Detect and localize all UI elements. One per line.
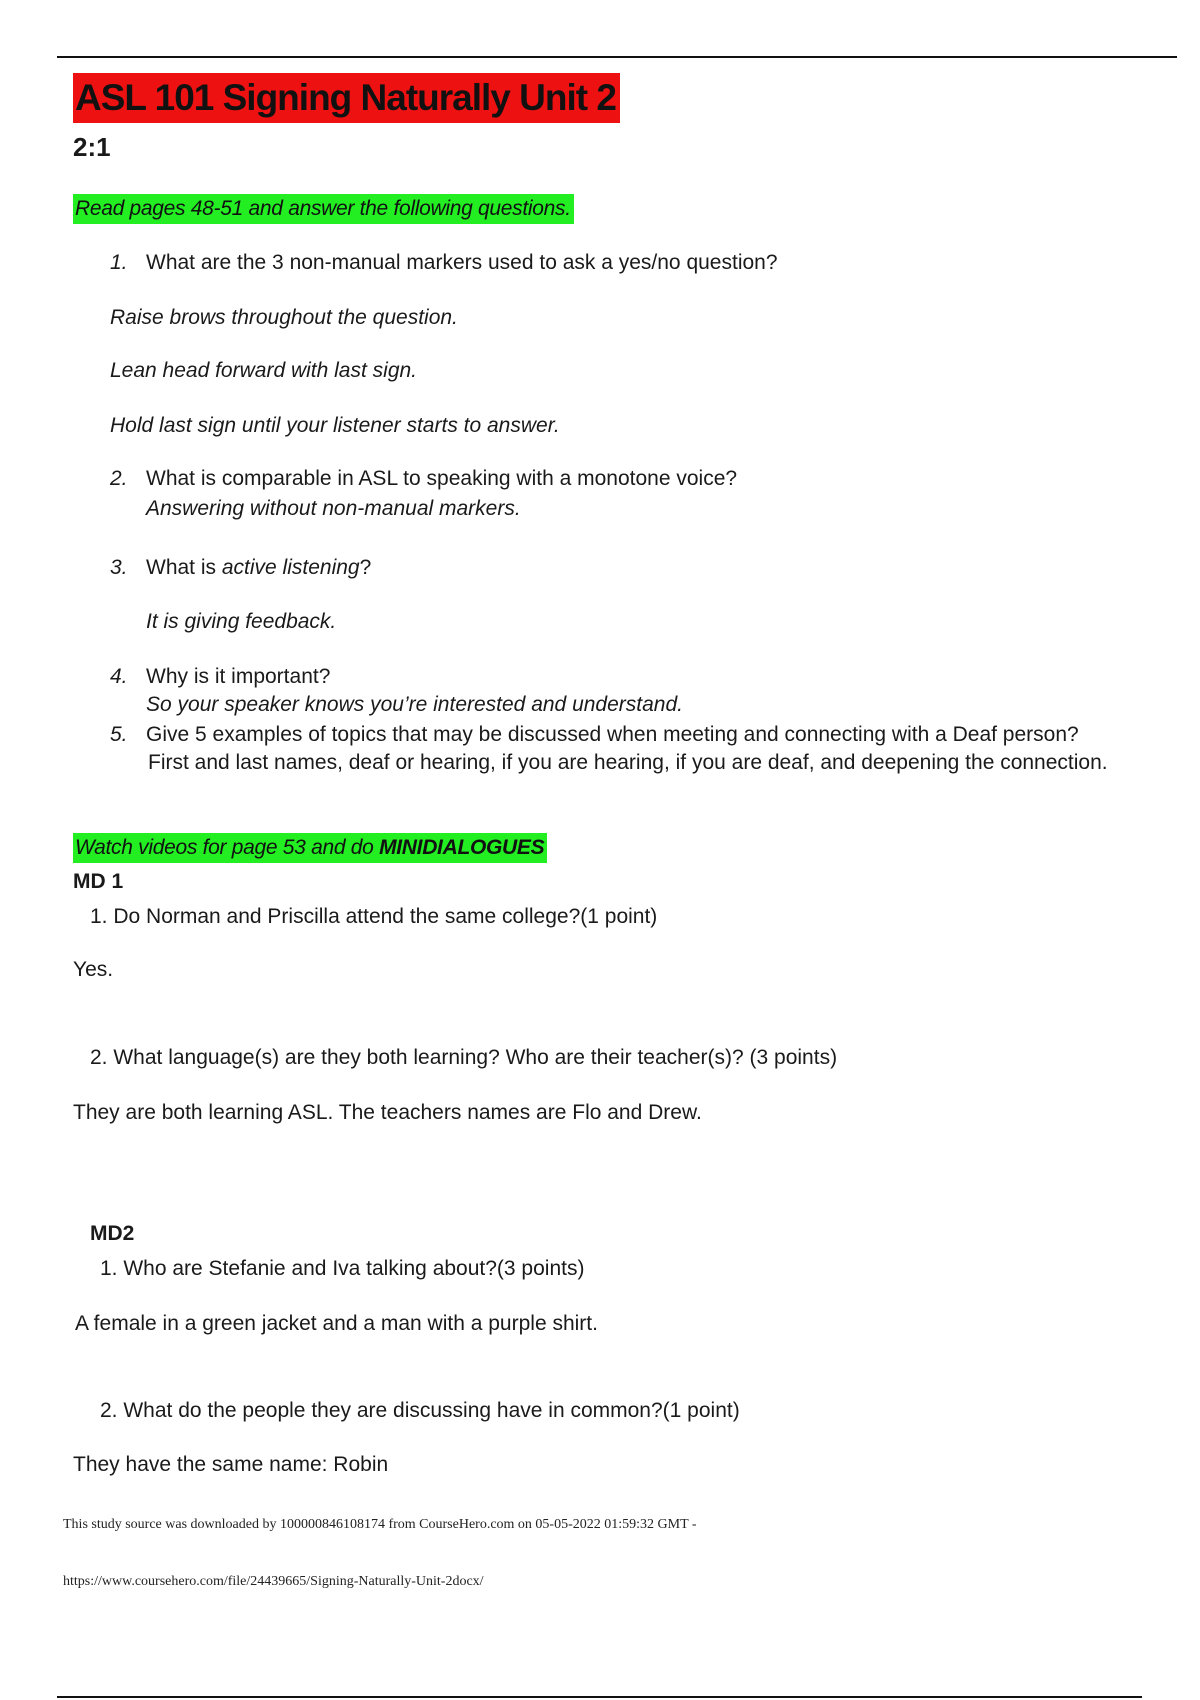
answer-2: Answering without non-manual markers.	[146, 497, 521, 520]
answer-1b: Lean head forward with last sign.	[110, 359, 418, 382]
question-4	[110, 664, 330, 690]
question-text: What is comparable in ASL to speaking with a monotone voice?	[146, 467, 738, 490]
md2-answer-1: A female in a green jacket and a man with a purple shirt.	[75, 1312, 598, 1335]
question-text: Give 5 examples of topics that may be discussed when meeting and connecting with a Deaf person?	[146, 723, 1079, 746]
md1-question-1: 1. Do Norman and Priscilla attend the same college?(1 point)	[90, 905, 658, 928]
question-1	[110, 250, 778, 276]
section-heading: 2:1	[73, 132, 111, 162]
question-number: 5.	[110, 723, 128, 746]
answer-3: It is giving feedback.	[146, 610, 337, 633]
question-number: 2.	[110, 467, 128, 490]
video-instruction-strong: MINIDIALOGUES	[379, 836, 545, 859]
question-number: 1.	[110, 251, 128, 274]
question-text-prefix: What is	[146, 556, 222, 579]
question-5	[110, 722, 1079, 748]
md2-answer-2: They have the same name: Robin	[73, 1453, 389, 1476]
question-number: 3.	[110, 556, 128, 579]
video-instruction	[73, 833, 547, 863]
md1-heading: MD 1	[73, 870, 124, 893]
question-text: Why is it important?	[146, 665, 331, 688]
md1-question-2: 2. What language(s) are they both learning? Who are their teacher(s)? (3 points)	[90, 1046, 838, 1069]
answer-1a: Raise brows throughout the question.	[110, 306, 458, 329]
question-text-suffix: ?	[359, 556, 372, 579]
question-3	[110, 555, 371, 581]
answer-1c: Hold last sign until your listener starts to answer.	[110, 414, 560, 437]
video-instruction-text: Watch videos for page 53 and do	[75, 836, 380, 859]
top-rule	[57, 56, 1177, 58]
answer-5: First and last names, deaf or hearing, if you are hearing, if you are deaf, and deepening the connection.	[148, 751, 1108, 774]
question-text-emphasis: active listening	[221, 556, 360, 579]
md2-question-1: 1. Who are Stefanie and Iva talking about?(3 points)	[100, 1257, 585, 1280]
question-number: 4.	[110, 665, 128, 688]
answer-4: So your speaker knows you’re interested and understand.	[146, 693, 683, 716]
reading-instruction: Read pages 48-51 and answer the following questions.	[73, 194, 574, 224]
md2-question-2: 2. What do the people they are discussing have in common?(1 point)	[100, 1399, 740, 1422]
md1-answer-1: Yes.	[73, 958, 114, 981]
md1-answer-2: They are both learning ASL. The teachers names are Flo and Drew.	[73, 1101, 702, 1124]
source-url[interactable]: https://www.coursehero.com/file/24439665/Signing-Naturally-Unit-2docx/	[63, 1574, 484, 1589]
page-title: ASL 101 Signing Naturally Unit 2	[73, 73, 620, 123]
question-2	[110, 466, 737, 492]
question-text: What are the 3 non-manual markers used to ask a yes/no question?	[146, 251, 778, 274]
bottom-rule	[57, 1696, 1142, 1698]
md2-heading: MD2	[90, 1222, 135, 1245]
download-notice: This study source was downloaded by 100000846108174 from CourseHero.com on 05-05-2022 01:59:32 GMT -	[63, 1517, 697, 1532]
